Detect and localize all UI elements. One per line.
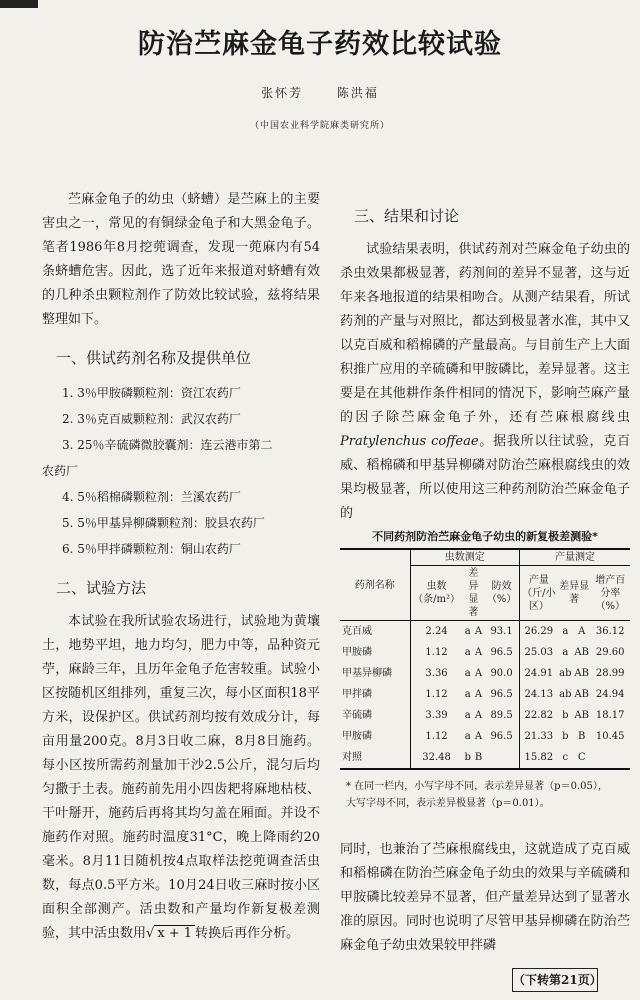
footnote-line-2: 大写字母不同，表示差异极显著（p＝0.01）。 [346, 798, 550, 809]
col-name-header: 药剂名称 [340, 549, 410, 621]
row-name: 甲胺磷 [342, 731, 372, 742]
row-increase [590, 747, 630, 769]
row-effect [484, 747, 519, 769]
row-yield-sig-lower: ab [559, 689, 572, 700]
group-insect-header: 虫数测定 [410, 549, 519, 566]
table-row [340, 705, 630, 726]
row-sig-lower: a [464, 626, 471, 637]
row-yield: 24.91 [519, 663, 557, 684]
reagent-item-1: 1. 3％甲胺磷颗粒剂：资江农药厂 [62, 386, 241, 400]
section-3-heading: 三、结果和讨论 [354, 207, 460, 225]
table-row [340, 663, 630, 684]
table-row [340, 726, 630, 747]
row-count: 1.12 [410, 642, 463, 663]
table-footnote [340, 778, 630, 812]
row-yield-sig-lower: a [562, 647, 569, 658]
row-yield-sig-upper: AB [574, 668, 589, 679]
row-name: 克百威 [342, 626, 372, 637]
row-effect: 96.5 [490, 689, 513, 700]
group-yield-header: 产量测定 [519, 549, 630, 566]
reagent-item-5: 5. 5％甲基异柳磷颗粒剂：胶县农药厂 [62, 516, 265, 530]
row-sig-upper: A [474, 626, 483, 637]
col-yield-sig-header: 差异显著 [558, 566, 591, 621]
reagent-item-6: 6. 5％甲拌磷颗粒剂：铜山农药厂 [62, 542, 241, 556]
row-sig-lower: a [464, 689, 471, 700]
methods-text-a: 本试验在我所试验农场进行，试验地为黄壤土，地势平坦，地力均匀，肥力中等，品种资元苧，麻龄三年，且历年金龟子危害较重。试验小区按随机区组排列，重复三次，每小区面积18平方米，设保护区。供试药剂均按有效成分计，每亩用量200克。8月3日收二麻，8月8日施药。每小区按所需药剂量加干沙2.5公斤，混匀后均匀撒于土表。施药前先用小四齿耙将麻地枯枝、干叶掰开，施药后再将其均匀盖在厢面。并设不施药作对照。施药时温度31°C，晚上降雨约20毫米。8月11日随机按4点取样法挖蔸调查活虫数，每点0.5平方米。10月24日收三麻时按小区面积全部测产。活虫数和产量均作新复极差测验，其中活虫数用 [42, 614, 320, 941]
table-body [340, 621, 630, 770]
row-increase: 24.94 [595, 689, 625, 700]
row-name: 辛硫磷 [342, 710, 372, 721]
row-increase: 10.45 [595, 731, 625, 742]
row-sig-lower: a [464, 731, 471, 742]
row-effect: 93.1 [490, 626, 513, 637]
row-yield-sig-upper: C [577, 752, 586, 763]
row-increase: 18.17 [595, 710, 625, 721]
results-paragraph [340, 238, 630, 526]
row-sig-upper: A [474, 689, 483, 700]
row-yield-sig-upper: B [578, 731, 586, 742]
table-title: 不同药剂防治苎麻金龟子幼虫的新复极差测验* [372, 530, 598, 543]
row-yield: 26.29 [519, 621, 557, 643]
left-column [42, 188, 320, 946]
row-yield-sig-lower: ab [559, 668, 572, 679]
reagent-list [42, 380, 320, 562]
right-column [340, 204, 630, 812]
affiliation: （中国农业科学院麻类研究所） [249, 121, 390, 131]
row-increase: 36.12 [595, 626, 625, 637]
row-yield-sig-upper: AB [574, 710, 589, 721]
row-count: 32.48 [410, 747, 463, 769]
sqrt-expression: x + 1 [154, 925, 195, 941]
col-effect-header: 防效（%） [484, 566, 519, 621]
results-text-a: 试验结果表明，供试药剂对苎麻金龟子幼虫的杀虫效果都极显著，药剂间的差异不显著，这与近年来各地报道的结果相吻合。从测产结果看，所试药剂的产量与对照比，都达到极显著水准，其中又以克百威和稻棉磷的产量最高。与目前生产上大面积推广应用的辛硫磷和甲胺磷比，差异显著。这主要是在其他耕作条件相同的情况下，影响苎麻产量的因子除苎麻金龟子外，还有苎麻根腐线虫 [340, 242, 630, 425]
col-count-header: 虫数（条/m²） [410, 566, 463, 621]
row-yield-sig-lower: b [562, 710, 569, 721]
row-increase: 29.60 [595, 647, 625, 658]
row-yield-sig-lower: c [562, 752, 569, 763]
table-row [340, 747, 630, 769]
corner-mark [0, 0, 38, 8]
results-paragraph-c: 同时，也兼治了苎麻根腐线虫，这就造成了克百威和稻棉磷在防治苎麻金龟子幼虫的效果与辛硫磷和甲胺磷比较差异不显著，但产量差异达到了显著水准的原因。同时也说明了尽管甲基异柳磷在防治苎麻金龟子幼虫效果较甲拌磷 [340, 842, 630, 953]
row-yield: 15.82 [519, 747, 557, 769]
row-increase: 28.99 [595, 668, 625, 679]
table-row [340, 684, 630, 705]
col-sig-header: 差异显著 [463, 566, 485, 621]
row-sig-upper: A [474, 668, 483, 679]
col-yield-header: 产量（斤/小区） [519, 566, 557, 621]
row-yield: 21.33 [519, 726, 557, 747]
section-2-heading: 二、试验方法 [56, 579, 147, 597]
reagent-item-3-cont: 农药厂 [42, 464, 79, 478]
row-effect: 96.5 [490, 647, 513, 658]
methods-paragraph [42, 610, 320, 946]
row-yield: 22.82 [519, 705, 557, 726]
row-count: 3.39 [410, 705, 463, 726]
row-yield-sig-upper: A [578, 626, 586, 637]
row-sig-lower: a [464, 647, 471, 658]
row-yield: 25.03 [519, 642, 557, 663]
species-name: Pratylenchus coffeae [340, 434, 479, 449]
results-text-b: 。据我所以往试验，克百威、稻棉磷和甲基异柳磷对防治苎麻根腐线虫的效果均极显著，所以使用这三种药剂防治苎麻金龟子的 [340, 434, 630, 521]
table-row [340, 642, 630, 663]
row-effect: 89.5 [490, 710, 513, 721]
section-1-heading: 一、供试药剂名称及提供单位 [56, 349, 252, 367]
row-yield-sig-upper: AB [574, 689, 589, 700]
row-count: 2.24 [410, 621, 463, 643]
row-yield: 24.13 [519, 684, 557, 705]
row-yield-sig-lower: a [562, 626, 569, 637]
row-sig-lower: a [464, 668, 471, 679]
row-name: 甲拌磷 [342, 689, 372, 700]
row-sig-lower: a [464, 710, 471, 721]
row-count: 1.12 [410, 684, 463, 705]
sqrt-symbol: √ [146, 926, 155, 941]
reagent-item-3: 3. 25％辛硫磷微胶囊剂：连云港市第二 [62, 438, 273, 452]
authors [0, 84, 640, 101]
paper-title: 防治苎麻金龟子药效比较试验 [138, 29, 502, 60]
table-row [340, 621, 630, 643]
row-count: 1.12 [410, 726, 463, 747]
methods-text-b: 转换后再作分析。 [195, 926, 300, 941]
row-sig-upper: A [474, 647, 483, 658]
row-effect: 96.5 [490, 731, 513, 742]
continued-note: （下转第21页） [512, 968, 598, 992]
results-table-block [340, 528, 630, 812]
row-sig-upper: A [474, 710, 483, 721]
results-table [340, 548, 630, 770]
col-increase-header: 增产百分率（%） [590, 566, 630, 621]
row-sig-lower: b [464, 752, 471, 763]
row-sig-upper: B [474, 752, 483, 763]
row-name: 甲基异柳磷 [342, 668, 392, 679]
intro-paragraph: 苎麻金龟子的幼虫（蛴螬）是苎麻上的主要害虫之一，常见的有铜绿金龟子和大黑金龟子。笔者1986年8月挖蔸调查，发现一蔸麻内有54条蛴螬危害。因此，选了近年来报道对蛴螬有效的几种杀虫颗粒剂作了防效比较试验，兹将结果整理如下。 [42, 192, 320, 327]
reagent-item-2: 2. 3％克百威颗粒剂：武汉农药厂 [62, 412, 241, 426]
row-sig-upper: A [474, 731, 483, 742]
row-effect: 90.0 [490, 668, 513, 679]
results-continuation [340, 838, 630, 958]
row-count: 3.36 [410, 663, 463, 684]
row-yield-sig-lower: b [562, 731, 569, 742]
footnote-line-1: * 在同一栏内，小写字母不同，表示差异显著（p＝0.05）， [346, 781, 608, 792]
row-name: 甲胺磷 [342, 647, 372, 658]
row-name: 对照 [342, 752, 362, 763]
reagent-item-4: 4. 5％稻棉磷颗粒剂：兰溪农药厂 [62, 490, 241, 504]
author-2: 陈洪福 [336, 86, 379, 100]
row-yield-sig-upper: AB [574, 647, 589, 658]
author-1: 张怀芳 [261, 86, 304, 100]
